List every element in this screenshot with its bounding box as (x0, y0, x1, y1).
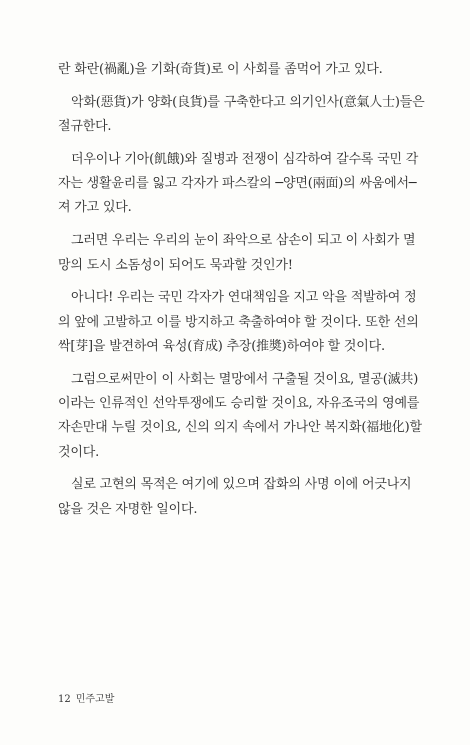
text-line: 자손만대 누릴 것이요, 신의 의지 속에서 가나안 복지화(福地化)할 (58, 420, 422, 436)
text-line: 악화(惡貨)가 양화(良貨)를 구축한다고 의기인사(意氣人士)들은 (71, 94, 425, 110)
paragraph-gap (58, 359, 418, 368)
text-line: 아니다! 우리는 국민 각자가 연대책임을 지고 악을 적발하여 정 (71, 290, 417, 306)
text-line: 않을 것은 자명한 일이다. (58, 501, 198, 517)
paragraph-gap (58, 278, 418, 287)
text-line: 망의 도시 소돔성이 되어도 묵과할 것인가! (58, 257, 293, 273)
text-line: 실로 고현의 목적은 여기에 있으며 잡화의 사명 이에 어긋나지 (71, 477, 412, 493)
paragraph (58, 91, 425, 140)
text-line: 이라는 인류적인 선악투쟁에도 승리할 것이요, 자유조국의 영예를 (58, 396, 420, 412)
body-text (58, 58, 425, 522)
paragraph (58, 368, 422, 465)
text-line: 더우이나 기아(飢餓)와 질병과 전쟁이 심각하여 갈수록 국민 각 (71, 151, 419, 167)
paragraph (58, 286, 418, 359)
text-line: 란 화란(禍亂)을 기화(奇貨)로 이 사회를 좀먹어 가고 있다. (58, 62, 383, 77)
book-title: 민주고발 (75, 694, 115, 705)
text-line: 져 가고 있다. (58, 200, 132, 216)
text-line: 의 앞에 고발하고 이를 방지하고 축출하여야 할 것이다. 또한 선의 (58, 314, 419, 330)
text-line: 자는 생활윤리를 잃고 각자가 파스칼의 ─양면(兩面)의 싸움에서─ (58, 176, 417, 192)
paragraph-gap (58, 139, 418, 148)
paragraph (58, 229, 418, 278)
paragraph-gap (58, 465, 418, 474)
text-line: 것이다. (58, 444, 100, 460)
paragraph (58, 58, 418, 82)
paragraph (58, 473, 418, 522)
paragraph-gap (58, 221, 418, 230)
text-line: 그러면 우리는 우리의 눈이 좌악으로 삼손이 되고 이 사회가 멸 (71, 233, 416, 249)
text-line: 절규한다. (58, 119, 112, 135)
paragraph (58, 148, 418, 221)
page-number: 12 (58, 694, 71, 705)
page-footer (58, 690, 114, 705)
text-line: 그럼으로써만이 이 사회는 멸망에서 구출될 것이요, 멸공(滅共) (71, 371, 419, 387)
text-line: 싹[芽]을 발견하여 육성(育成) 추장(推奬)하여야 할 것이다. (58, 338, 385, 354)
paragraph-gap (58, 82, 418, 91)
